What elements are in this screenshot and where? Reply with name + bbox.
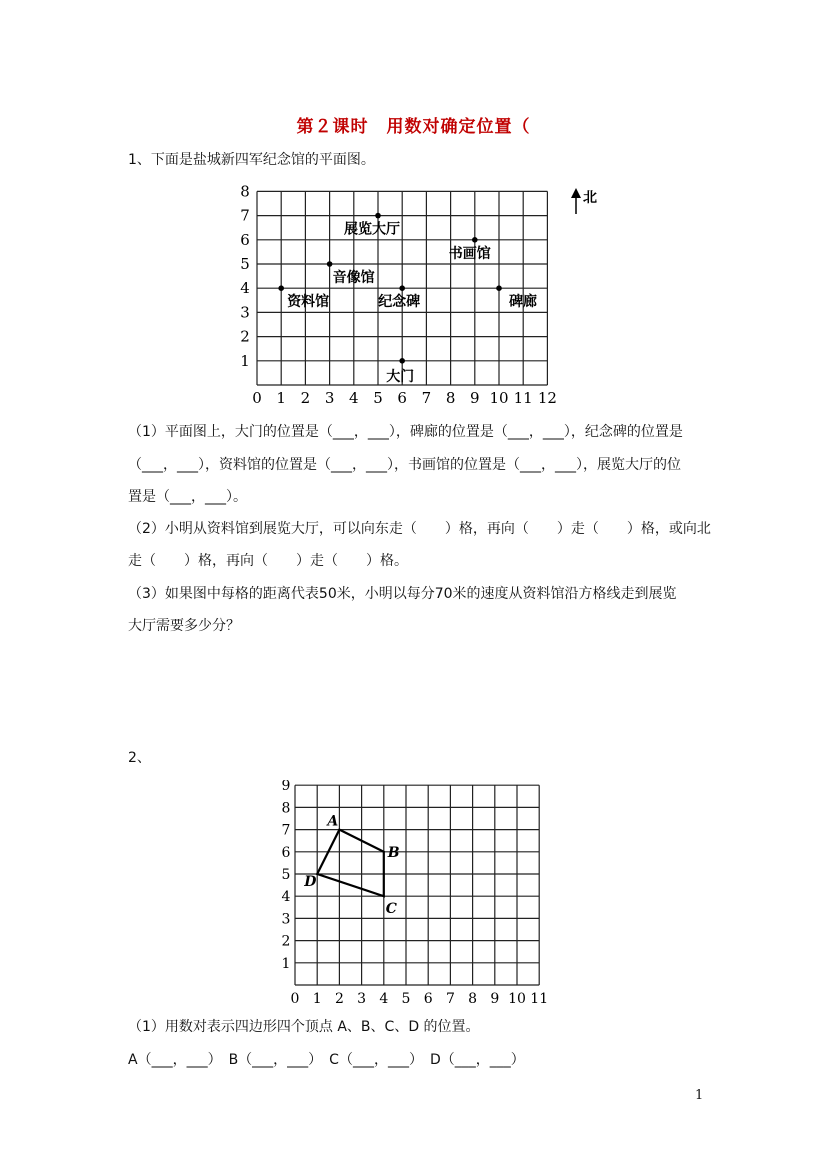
q1-part2-line1: （2）小明从资料馆到展览大厅，可以向东走（ ）格，再向（ ）走（ ）格，或向北: [128, 521, 711, 537]
quadrilateral-grid: [270, 780, 560, 1005]
museum-floor-plan-grid: [235, 182, 635, 407]
q1-part1-line2: （___，___），资料馆的位置是（___，___），书画馆的位置是（___，___），展览大厅的位: [128, 457, 681, 473]
y-tick-label: 4: [281, 889, 291, 906]
location-dot: [399, 358, 405, 364]
x-tick-label: 10: [508, 991, 526, 1005]
location-dot: [496, 285, 502, 291]
y-tick-label: 8: [240, 182, 250, 201]
x-tick-label: 11: [513, 389, 533, 407]
location-dot: [399, 285, 405, 291]
y-tick-label: 7: [281, 822, 291, 839]
x-tick-label: 9: [490, 991, 500, 1005]
vertex-label: C: [385, 901, 397, 918]
location-label: 资料馆: [287, 294, 330, 311]
location-dot: [327, 261, 333, 267]
location-label: 音像馆: [332, 270, 375, 286]
y-tick-label: 5: [240, 255, 250, 273]
location-label: 大门: [386, 368, 415, 385]
y-tick-label: 6: [281, 844, 291, 861]
x-tick-label: 6: [397, 389, 407, 407]
y-tick-label: 1: [240, 351, 250, 370]
location-label: 纪念碑: [378, 294, 421, 311]
x-tick-label: 7: [421, 389, 432, 407]
y-tick-label: 2: [240, 327, 250, 346]
x-tick-label: 2: [300, 389, 311, 407]
y-tick-label: 8: [281, 800, 291, 817]
x-tick-label: 3: [357, 991, 367, 1005]
y-tick-label: 1: [281, 955, 291, 972]
location-dot: [375, 213, 381, 219]
x-tick-label: 6: [423, 991, 433, 1005]
location-dot: [278, 285, 284, 291]
page-number: 1: [695, 1088, 704, 1103]
page-title: 第２课时 用数对确定位置（: [296, 117, 531, 137]
y-tick-label: 7: [240, 206, 250, 225]
x-tick-label: 5: [373, 389, 383, 407]
q1-part3-line2: 大厅需要多少分？: [128, 618, 240, 634]
location-label: 展览大厅: [344, 221, 400, 238]
x-tick-label: 1: [276, 389, 286, 407]
y-tick-label: 6: [240, 230, 250, 249]
x-tick-label: 10: [489, 389, 509, 407]
location-label: 书画馆: [448, 245, 491, 262]
q1-part1-line1: （1）平面图上，大门的位置是（___，___），碑廊的位置是（___，___），纪念碑的位置是: [128, 424, 683, 440]
y-tick-label: 5: [281, 867, 291, 883]
y-tick-label: 2: [281, 933, 291, 950]
north-label: 北: [583, 190, 597, 206]
location-label: 碑廊: [509, 294, 537, 311]
x-tick-label: 8: [468, 991, 478, 1005]
x-tick-label: 1: [312, 991, 322, 1005]
x-tick-label: 5: [401, 991, 411, 1005]
x-tick-label: 0: [290, 991, 300, 1005]
quadrilateral-abcd: [317, 830, 384, 897]
vertex-label: A: [327, 813, 339, 830]
x-tick-label: 4: [379, 991, 389, 1005]
q2-part1: （1）用数对表示四边形四个顶点 A、B、C、D 的位置。: [128, 1019, 480, 1035]
q2-intro: 2、: [128, 750, 151, 766]
x-tick-label: 4: [349, 389, 359, 407]
x-tick-label: 0: [252, 389, 262, 407]
y-tick-label: 3: [281, 911, 291, 928]
x-tick-label: 11: [530, 991, 549, 1005]
location-dot: [472, 237, 478, 243]
vertex-label: D: [304, 874, 317, 890]
x-tick-label: 8: [445, 389, 456, 407]
x-tick-label: 9: [470, 389, 480, 407]
q1-part1-line3: 置是（___，___）。: [128, 489, 247, 505]
q2-answers: A（___，___） B（___，___） C（___，___） D（___，___）: [128, 1052, 525, 1068]
x-tick-label: 12: [537, 389, 557, 407]
y-tick-label: 4: [240, 279, 250, 298]
x-tick-label: 7: [445, 991, 455, 1005]
x-tick-label: 3: [324, 389, 335, 407]
north-arrow-icon: [571, 188, 581, 198]
q1-part2-line2: 走（ ）格，再向（ ）走（ ）格。: [128, 553, 408, 569]
x-tick-label: 2: [334, 991, 344, 1005]
vertex-label: B: [387, 844, 400, 861]
q1-intro: 1、下面是盐城新四军纪念馆的平面图。: [128, 152, 375, 168]
y-tick-label: 9: [281, 780, 291, 795]
y-tick-label: 3: [240, 303, 250, 322]
q1-part3-line1: （3）如果图中每格的距离代表50米，小明以每分70米的速度从资料馆沿方格线走到展览: [128, 586, 677, 602]
